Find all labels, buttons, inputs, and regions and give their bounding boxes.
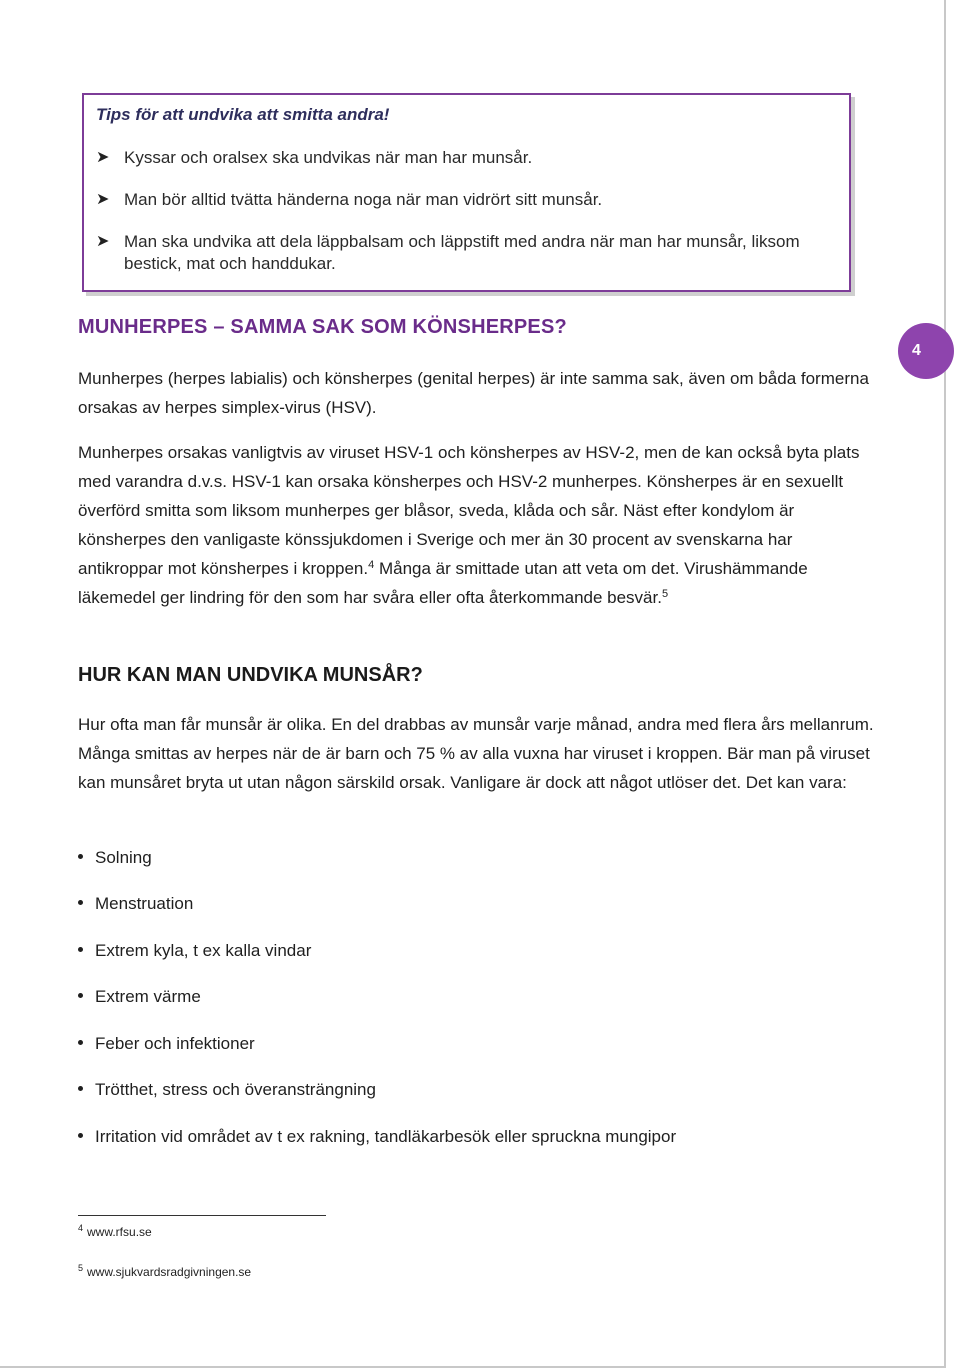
- tip-text: Man bör alltid tvätta händerna noga när man vidrört sitt munsår.: [124, 190, 603, 209]
- list-item-text: Extrem värme: [95, 987, 201, 1006]
- tip-text: Kyssar och oralsex ska undvikas när man har munsår.: [124, 148, 533, 167]
- paragraph-text: Många är smittade utan att veta om det. Virushämmande läkemedel ger lindring för den som har svåra eller ofta återkommande besvär.: [78, 559, 808, 607]
- list-item: [78, 1080, 376, 1100]
- list-item-text: Feber och infektioner: [95, 1034, 255, 1053]
- tip-item: [96, 231, 824, 275]
- list-item-text: Irritation vid området av t ex rakning, tandläkarbesök eller spruckna mungipor: [95, 1127, 677, 1146]
- footnote-link[interactable]: www.sjukvardsradgivningen.se: [87, 1265, 252, 1279]
- footnote-divider: [78, 1215, 326, 1216]
- tips-title: Tips för att undvika att smitta andra!: [96, 105, 390, 124]
- bullet-dot-icon: [78, 854, 83, 859]
- footnote-number: 4: [78, 1223, 84, 1233]
- section-heading: HUR KAN MAN UNDVIKA MUNSÅR?: [78, 664, 423, 686]
- bullet-dot-icon: [78, 1133, 83, 1138]
- bullet-dot-icon: [78, 900, 83, 905]
- list-item: [78, 1034, 255, 1054]
- list-item: [78, 987, 201, 1007]
- arrow-bullet-icon: ➤: [96, 233, 110, 250]
- bullet-dot-icon: [78, 1040, 83, 1045]
- paragraph: Munherpes (herpes labialis) och könsherpes (genital herpes) är inte samma sak, även om båda formerna orsakas av herpes simplex-virus (HSV).: [78, 369, 869, 417]
- footnote-number: 5: [78, 1263, 84, 1273]
- list-item-text: Solning: [95, 848, 152, 867]
- paragraph: [78, 438, 878, 612]
- list-item: [78, 941, 311, 961]
- bullet-dot-icon: [78, 947, 83, 952]
- paragraph: Hur ofta man får munsår är olika. En del drabbas av munsår varje månad, andra med flera års mellanrum. Många smittas av herpes när de är barn och 75 % av alla vuxna har viruset i kroppen. Bär man på viruset kan munsåret bryta ut utan någon särskild orsak. Vanligare är dock att något utlöser det. Det kan vara:: [78, 715, 874, 792]
- footnote-link[interactable]: www.rfsu.se: [87, 1225, 152, 1239]
- tip-item: [96, 189, 824, 211]
- footnote-ref: 5: [661, 588, 669, 600]
- tips-box: [82, 93, 851, 292]
- list-item: [78, 894, 193, 914]
- bullet-dot-icon: [78, 1086, 83, 1091]
- paragraph-text: Munherpes orsakas vanligtvis av viruset HSV-1 och könsherpes av HSV-2, men de kan också byta plats med varandra d.v.s. HSV-1 kan orsaka könsherpes och HSV-2 munherpes. Könsherpes är en sexuellt överförd smitta som liksom munherpes ger blåsor, sveda, klåda och sår. Näst efter kondylom är könsherpes den vanligaste könssjukdomen i Sverige och mer än 30 procent av svenskarna har antikroppar mot könsherpes i kroppen.: [78, 443, 860, 578]
- footnote-ref: 4: [368, 559, 375, 571]
- list-item-text: Menstruation: [95, 894, 194, 913]
- list-item: [78, 848, 152, 868]
- footnote: [78, 1225, 152, 1239]
- list-item-text: Trötthet, stress och överansträngning: [95, 1080, 376, 1099]
- arrow-bullet-icon: ➤: [96, 149, 110, 166]
- page-number-badge: 4: [898, 323, 954, 379]
- bullet-dot-icon: [78, 993, 83, 998]
- tip-item: [96, 147, 824, 169]
- list-item-text: Extrem kyla, t ex kalla vindar: [95, 941, 312, 960]
- section-heading: MUNHERPES – SAMMA SAK SOM KÖNSHERPES?: [78, 316, 567, 338]
- tip-text: Man ska undvika att dela läppbalsam och läppstift med andra när man har munsår, liksom bestick, mat och handdukar.: [124, 232, 800, 273]
- footnote: [78, 1265, 251, 1279]
- list-item: [78, 1127, 676, 1147]
- arrow-bullet-icon: ➤: [96, 191, 110, 208]
